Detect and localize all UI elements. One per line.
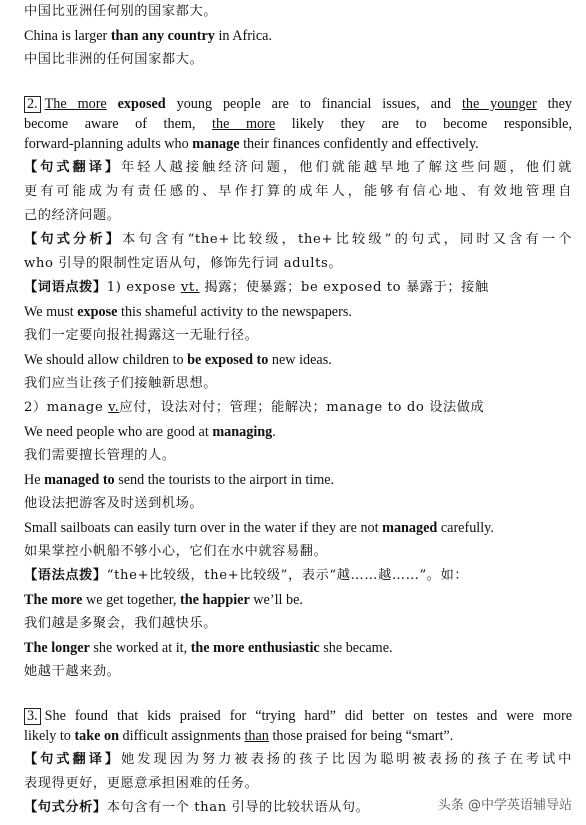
zh-line: 他设法把游客及时送到机场。	[24, 496, 204, 511]
vocab-line: 【词语点拨】1) expose vt. 揭露；使暴露；be exposed to 暴露于；接触	[24, 280, 489, 295]
analysis-line: 【句式分析】本句含有“the+比较级，the+比较级”的句式，同时又含有一个	[24, 232, 572, 247]
translation-line: 【句式翻译】她发现因为努力被表扬的孩子比因为聪明被表扬的孩子在考试中	[24, 752, 572, 767]
section-2-sentence-line-3: forward-planning adults who manage their finances confidently and effectively.	[24, 136, 479, 152]
watermark: 头条 @中学英语辅导站	[434, 792, 576, 815]
vocab-line: 2）manage v.应付，设法对付；管理；能解决；manage to do 设法做成	[24, 400, 485, 415]
tag-grammar: 【语法点拨】	[24, 568, 107, 583]
zh-line: 我们应当让孩子们接触新思想。	[24, 376, 218, 391]
grammar-line: 【语法点拨】“the+比较级，the+比较级”，表示“越……越……”。如：	[24, 568, 469, 583]
translation-line: 【句式翻译】年轻人越接触经济问题，他们就能越早地了解这些问题，他们就	[24, 160, 572, 175]
zh-line: 中国比亚洲任何别的国家都大。	[24, 4, 218, 19]
zh-line: 她越干越来劲。	[24, 664, 121, 679]
analysis-line: who 引导的限制性定语从句，修饰先行词 adults。	[24, 256, 343, 271]
translation-line: 表现得更好，更愿意承担困难的任务。	[24, 776, 259, 791]
zh-line: 如果掌控小帆船不够小心，它们在水中就容易翻。	[24, 544, 328, 559]
zh-line: 我们需要擅长管理的人。	[24, 448, 176, 463]
section-2-sentence-line-2: become aware of them, the more likely they are to become responsible,	[24, 116, 572, 132]
example-sentence: The more we get together, the happier we’ll be.	[24, 592, 303, 608]
example-sentence: Small sailboats can easily turn over in the water if they are not managed carefully.	[24, 520, 494, 536]
example-sentence: We should allow children to be exposed to new ideas.	[24, 352, 332, 368]
section-number: 3.	[24, 708, 41, 725]
example-sentence: China is larger than any country in Africa.	[24, 28, 273, 44]
translation-line: 更有可能成为有责任感的、早作打算的成年人，能够有信心地、有效地管理自	[24, 184, 572, 199]
tag-analysis: 【句式分析】	[24, 800, 107, 815]
tag-analysis: 【句式分析】	[24, 232, 123, 247]
translation-line: 己的经济问题。	[24, 208, 121, 223]
tag-translation: 【句式翻译】	[24, 752, 122, 767]
section-number: 2.	[24, 96, 41, 113]
tag-vocab: 【词语点拨】	[24, 280, 107, 295]
section-3-sentence-line-1: 3. She found that kids praised for “trying hard” did better on testes and were more	[24, 706, 572, 726]
example-sentence: The longer she worked at it, the more enthusiastic she became.	[24, 640, 393, 656]
example-sentence: We need people who are good at managing.	[24, 424, 276, 440]
zh-line: 我们一定要向报社揭露这一无耻行径。	[24, 328, 259, 343]
tag-translation: 【句式翻译】	[24, 160, 122, 175]
section-3-sentence-line-2: likely to take on difficult assignments than those praised for being “smart”.	[24, 728, 454, 744]
analysis-line: 【句式分析】本句含有一个 than 引导的比较状语从句。	[24, 800, 370, 815]
zh-line: 我们越是多聚会，我们越快乐。	[24, 616, 218, 631]
zh-line: 中国比非洲的任何国家都大。	[24, 52, 204, 67]
section-2-sentence-line-1: 2. The more exposed young people are to financial issues, and the younger they	[24, 94, 572, 114]
example-sentence: We must expose this shameful activity to the newspapers.	[24, 304, 352, 320]
example-sentence: He managed to send the tourists to the airport in time.	[24, 472, 335, 488]
